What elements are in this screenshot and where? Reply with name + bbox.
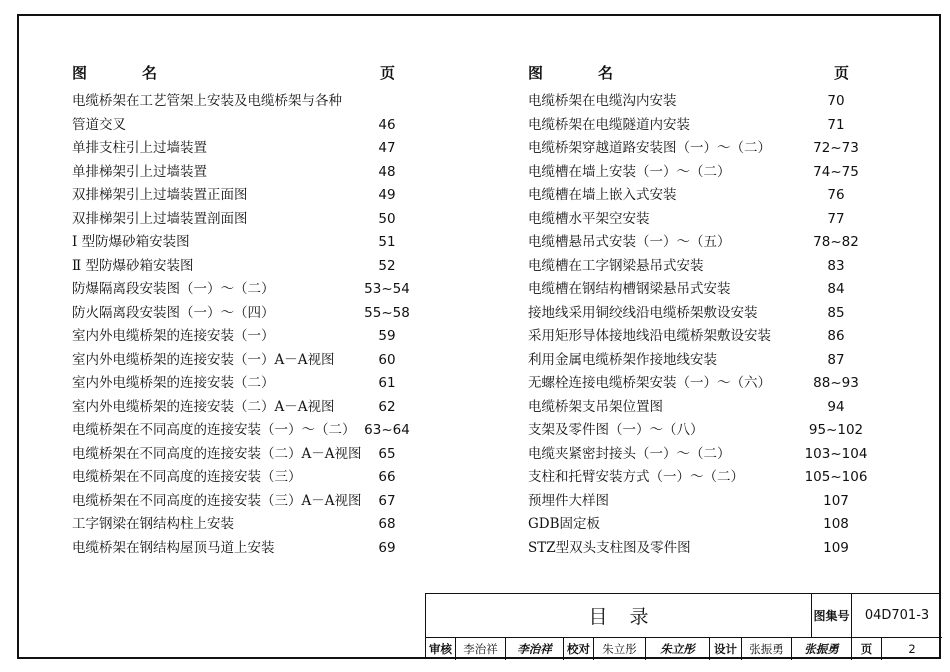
toc-entry [72,231,402,255]
toc-entry [72,513,402,537]
toc-entry-title: Ⅱ 型防爆砂箱安装图 [72,257,194,274]
toc-entry-title: 预埋件大样图 [528,492,609,509]
toc-entry [72,537,402,561]
toc-entry [528,90,873,114]
toc-entry-title: 电缆夹紧密封接头（一）～（二） [528,445,731,462]
toc-entry-page: 47 [378,140,396,156]
toc-entry-title: 电缆桥架在不同高度的连接安装（三） [72,469,302,485]
toc-entry-title: 双排梯架引上过墙装置剖面图 [72,210,248,227]
toc-entry [528,302,873,326]
header-ming: 名 [598,64,614,82]
toc-entry-page: 86 [827,328,845,344]
toc-entry [72,278,410,302]
toc-entry-title: 电缆桥架在工艺管架上安装及电缆桥架与各种 [72,93,342,109]
toc-entry-title: 支柱和托臂安装方式（一）～（二） [528,469,744,485]
toc-entry [72,137,402,161]
atlas-number: 04D701-3 [852,594,942,638]
toc-left-column [72,62,410,560]
toc-entry [72,161,402,185]
toc-entry [528,231,873,255]
toc-entry [528,255,873,279]
toc-entry-page: 95~102 [808,422,864,438]
toc-entry-page: 51 [378,234,396,250]
toc-entry [528,208,873,232]
toc-entry-page: 71 [827,116,845,133]
toc-entry-page: 88~93 [813,375,859,391]
review-label: 审核 [426,638,456,660]
toc-entry [72,419,410,443]
header-tu: 图 [72,64,88,82]
toc-right-column [528,62,873,560]
toc-entry [528,137,873,161]
toc-entry-page: 105~106 [804,469,868,485]
toc-entry-page: 49 [378,187,396,203]
toc-entry [72,208,402,232]
toc-entry [72,396,402,420]
toc-entry [528,443,873,467]
toc-entry-page: 78~82 [813,234,859,250]
toc-entry-page: 109 [823,539,849,556]
toc-entry-title: 单排支柱引上过墙装置 [72,140,207,156]
toc-entry [72,490,402,514]
toc-entry-page: 48 [378,163,396,180]
toc-entry-title: 工字钢梁在钢结构柱上安装 [72,516,234,532]
toc-entry-title: 电缆桥架在钢结构屋顶马道上安装 [72,539,275,556]
toc-entry-page: 69 [378,539,396,556]
toc-entry-page: 87 [827,351,845,368]
toc-entry [528,278,873,302]
page-label: 页 [852,638,882,660]
toc-entry-page: 50 [378,210,396,227]
toc-entry-title: 管道交叉 [72,116,126,133]
toc-entry-page: 68 [378,516,396,532]
toc-entry-page: 60 [378,351,396,368]
toc-entry [72,90,402,114]
toc-entry-page: 52 [378,257,396,274]
toc-entry-page: 108 [823,516,849,532]
toc-entry [528,114,873,138]
designer-signature: 张振勇 [792,638,852,660]
toc-entry-title: 双排梯架引上过墙装置正面图 [72,187,248,203]
toc-entry [72,302,410,326]
toc-entry-page: 83 [827,257,845,274]
toc-entry-title: 电缆槽在钢结构槽钢梁悬吊式安装 [528,281,731,297]
toc-entry-title: 室内外电缆桥架的连接安装（二） [72,375,275,391]
toc-entry-title: 支架及零件图（一）～（八） [528,422,704,438]
toc-entry [72,443,402,467]
toc-entry-page: 72~73 [813,140,859,156]
toc-header [72,62,402,90]
toc-entry [72,255,402,279]
sheet-title: 目录 [426,594,812,638]
toc-entry-title: 室内外电缆桥架的连接安装（一） [72,328,275,344]
toc-entry-page: 65 [378,445,396,462]
toc-entry [528,184,873,208]
checker-name: 朱立彤 [594,638,646,660]
toc-entry-title: 电缆桥架在电缆隧道内安装 [528,116,690,133]
reviewer-signature: 李治祥 [506,638,564,660]
toc-entry-page: 66 [378,469,396,485]
page-number: 2 [908,642,916,656]
toc-entry-page: 62 [378,398,396,415]
toc-entry-page: 53~54 [364,281,410,297]
toc-entry [528,490,873,514]
toc-entry [72,466,402,490]
toc-entry-page: 67 [378,492,396,509]
toc-entry-title: 接地线采用铜绞线沿电缆桥架敷设安装 [528,304,758,321]
header-ye: 页 [834,64,850,82]
toc-entry-page: 55~58 [364,304,410,321]
toc-entry [528,349,873,373]
header-ming: 名 [142,64,158,82]
toc-entry-page: 76 [827,187,845,203]
toc-entry-title: 室内外电缆桥架的连接安装（二）A－A视图 [72,398,335,415]
toc-entry-title: Ⅰ 型防爆砂箱安装图 [72,234,190,250]
toc-entry-title: 利用金属电缆桥架作接地线安装 [528,351,717,368]
toc-entry-title: 室内外电缆桥架的连接安装（一）A－A视图 [72,351,335,368]
toc-entry-title: 电缆桥架支吊架位置图 [528,398,663,415]
toc-entry-title: 电缆桥架穿越道路安装图（一）～（二） [528,140,771,156]
toc-entry [72,114,402,138]
toc-entry [72,372,402,396]
designer-name: 张振勇 [742,638,792,660]
toc-entry-title: 电缆桥架在不同高度的连接安装（二）A－A视图 [72,445,362,462]
toc-entry [72,184,402,208]
checker-signature: 朱立彤 [646,638,710,660]
toc-entry-title: 采用矩形导体接地线沿电缆桥架敷设安装 [528,328,771,344]
toc-entry-page: 74~75 [813,163,859,180]
toc-entry-title: 电缆槽在墙上安装（一）～（二） [528,163,731,180]
toc-entry-title: 防火隔离段安装图（一）～（四） [72,304,275,321]
toc-entry-page: 107 [823,492,849,509]
toc-entry [528,372,873,396]
toc-entry-title: STZ型双头支柱图及零件图 [528,539,691,556]
toc-entry-title: 电缆槽水平架空安装 [528,210,650,227]
toc-entry-title: GDB固定板 [528,516,601,532]
toc-entry-page: 94 [827,398,845,415]
design-label: 设计 [710,638,742,660]
toc-entry [72,349,402,373]
toc-entry-title: 防爆隔离段安装图（一）～（二） [72,281,275,297]
toc-entry-title: 电缆桥架在不同高度的连接安装（一）～（二） [72,422,356,438]
toc-entry [528,513,873,537]
toc-entry-title: 电缆桥架在不同高度的连接安装（三）A－A视图 [72,492,362,509]
toc-entry-title: 电缆槽在墙上嵌入式安装 [528,187,677,203]
toc-entry [528,419,873,443]
toc-entry-title: 无螺栓连接电缆桥架安装（一）～（六） [528,375,771,391]
toc-entry-page: 84 [827,281,845,297]
toc-entry-page: 59 [378,328,396,344]
toc-header [528,62,873,90]
toc-entry-title: 单排梯架引上过墙装置 [72,163,207,180]
toc-entry-title: 电缆槽在工字钢梁悬吊式安装 [528,257,704,274]
toc-entry [528,161,873,185]
toc-entry-page: 61 [378,375,396,391]
toc-entry-title: 电缆槽悬吊式安装（一）～（五） [528,234,731,250]
toc-entry-page: 85 [827,304,845,321]
toc-entry [72,325,402,349]
title-block [425,593,941,659]
toc-entry [528,396,873,420]
toc-entry-page: 77 [827,210,845,227]
check-label: 校对 [564,638,594,660]
header-tu: 图 [528,64,544,82]
header-ye: 页 [380,64,396,82]
toc-entry [528,537,873,561]
toc-entry [528,325,873,349]
atlas-number-label: 图集号 [812,594,852,638]
toc-entry-page: 103~104 [804,445,868,462]
toc-entry-page: 63~64 [364,422,410,438]
toc-entry [528,466,873,490]
reviewer-name: 李治祥 [456,638,506,660]
toc-entry-page: 46 [378,116,396,133]
toc-entry-title: 电缆桥架在电缆沟内安装 [528,93,677,109]
toc-entry-page: 70 [827,93,845,109]
